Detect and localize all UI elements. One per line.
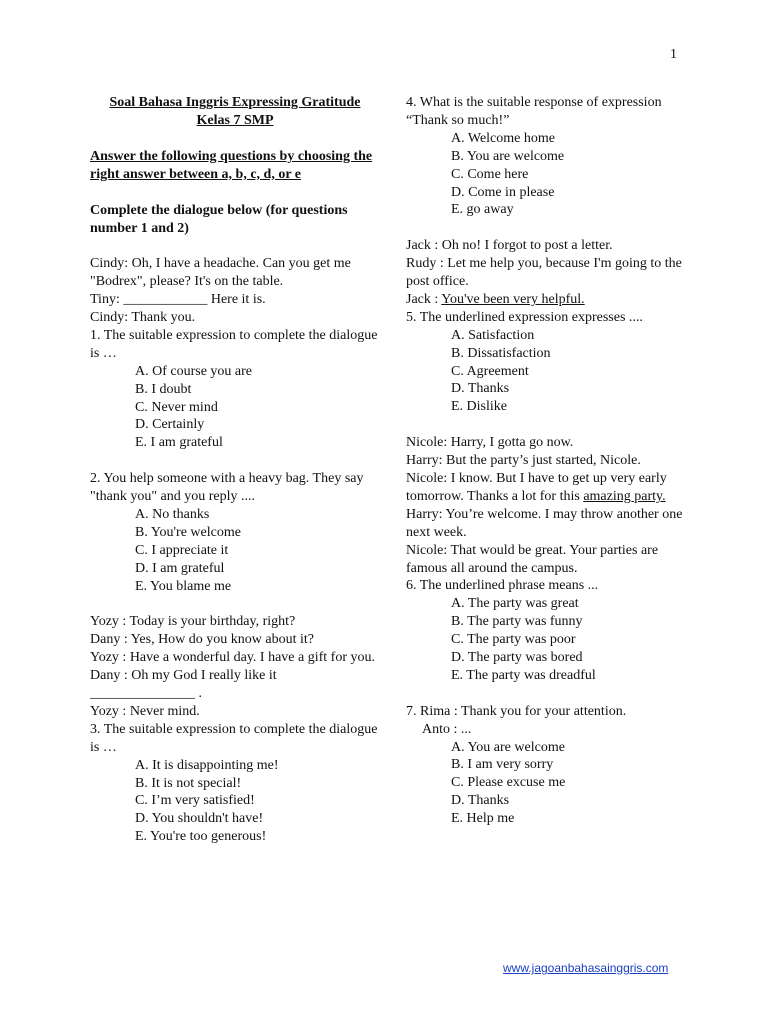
dialogue-line: Nicole: Harry, I gotta go now. (406, 435, 574, 451)
underlined-phrase: amazing party. (583, 488, 666, 504)
option: C. The party was poor (451, 632, 576, 648)
option: E. You're too generous! (135, 829, 267, 845)
option: E. The party was dreadful (451, 667, 596, 683)
option: C. Come here (451, 166, 529, 182)
option: B. You are welcome (451, 148, 565, 164)
dialogue-line: Dany : Yes, How do you know about it? (90, 632, 314, 648)
question-6-options (406, 595, 686, 685)
option: D. You shouldn't have! (135, 811, 264, 827)
option: B. I doubt (135, 381, 192, 397)
option: A. It is disappointing me! (135, 757, 279, 773)
question-1-options (90, 363, 380, 453)
question-2-options (90, 506, 380, 596)
question-3-options (90, 757, 380, 847)
document-title: Soal Bahasa Inggris Expressing Gratitude (109, 95, 361, 110)
underlined-expression: You've been very helpful. (441, 291, 585, 307)
question-5-options (406, 327, 686, 417)
option: D. Thanks (451, 381, 510, 397)
option: A. You are welcome (451, 739, 565, 755)
dialogue-text: Nicole: I know. But I have to get up very early tomorrow. Thanks a lot for this (406, 471, 667, 504)
instruction: Answer the following questions by choosing the right answer between a, b, c, d, or e (90, 148, 373, 182)
question-2-stem: 2. You help someone with a heavy bag. They say "thank you" and you reply .... (90, 471, 364, 505)
dialogue-line: Harry: You’re welcome. I may throw another one next week. (406, 506, 683, 540)
dialogue-line: Rudy : Let me help you, because I'm going to the post office. (406, 256, 682, 290)
option: D. Certainly (135, 417, 205, 433)
question-4-options (406, 130, 686, 220)
option: E. Dislike (451, 399, 507, 415)
option: B. The party was funny (451, 614, 583, 630)
option: A. Welcome home (451, 130, 555, 146)
document-subtitle: Kelas 7 SMP (196, 112, 274, 128)
option: B. I am very sorry (451, 757, 554, 773)
blank-line: _______________ . (90, 686, 202, 702)
option: D. Thanks (451, 793, 510, 809)
dialogue-line: Yozy : Never mind. (90, 703, 200, 719)
question-5-stem: 5. The underlined expression expresses .... (406, 309, 643, 325)
question-6-stem: 6. The underlined phrase means ... (406, 578, 599, 594)
dialogue-line: Cindy: Thank you. (90, 310, 196, 326)
dialogue-line: Tiny: ____________ Here it is. (90, 292, 266, 308)
option: A. No thanks (135, 507, 210, 522)
option: A. Satisfaction (451, 327, 535, 343)
question-7-stem: 7. Rima : Thank you for your attention. (406, 703, 627, 719)
dialogue-line: Harry: But the party’s just started, Nicole. (406, 453, 641, 469)
option: B. Dissatisfaction (451, 345, 551, 361)
dialogue-line: Yozy : Today is your birthday, right? (90, 614, 296, 630)
option: E. Help me (451, 811, 515, 827)
option: D. The party was bored (451, 650, 583, 666)
dialogue-line (406, 291, 686, 309)
dialogue-line: Cindy: Oh, I have a headache. Can you get me "Bodrex", please? It's on the table. (90, 256, 351, 290)
dialogue-heading: Complete the dialogue below (for questions number 1 and 2) (90, 202, 348, 236)
question-3-stem: 3. The suitable expression to complete the dialogue is … (90, 721, 378, 755)
option: A. Of course you are (135, 363, 253, 379)
option: C. I’m very satisfied! (135, 793, 255, 809)
question-1-stem: 1. The suitable expression to complete the dialogue is … (90, 327, 378, 361)
option: E. You blame me (135, 578, 232, 594)
option: E. go away (451, 202, 514, 218)
option: D. I am grateful (135, 560, 225, 576)
option: C. I appreciate it (135, 542, 229, 558)
dialogue-line (406, 470, 686, 506)
left-column (90, 94, 380, 846)
dialogue-line: Nicole: That would be great. Your parties are famous all around the campus. (406, 542, 659, 576)
option: C. Never mind (135, 399, 218, 415)
dialogue-line: Jack : Oh no! I forgot to post a letter. (406, 238, 613, 254)
question-4-stem: 4. What is the suitable response of expression “Thank so much!” (406, 95, 662, 128)
option: B. It is not special! (135, 775, 242, 791)
option: C. Please excuse me (451, 775, 566, 791)
question-7-options (406, 739, 686, 829)
dialogue-line: Yozy : Have a wonderful day. I have a gift for you. (90, 650, 375, 666)
option: C. Agreement (451, 363, 529, 379)
option: A. The party was great (451, 596, 579, 612)
option: B. You're welcome (135, 524, 241, 540)
website-link[interactable]: www.jagoanbahasainggris.com (503, 961, 669, 975)
right-column (406, 94, 686, 828)
page-number: 1 (670, 47, 677, 62)
question-7-response: Anto : ... (422, 721, 472, 737)
option: D. Come in please (451, 184, 555, 200)
option: E. I am grateful (135, 435, 223, 451)
speaker-prefix: Jack : (406, 291, 442, 307)
dialogue-line: Dany : Oh my God I really like it (90, 668, 277, 684)
